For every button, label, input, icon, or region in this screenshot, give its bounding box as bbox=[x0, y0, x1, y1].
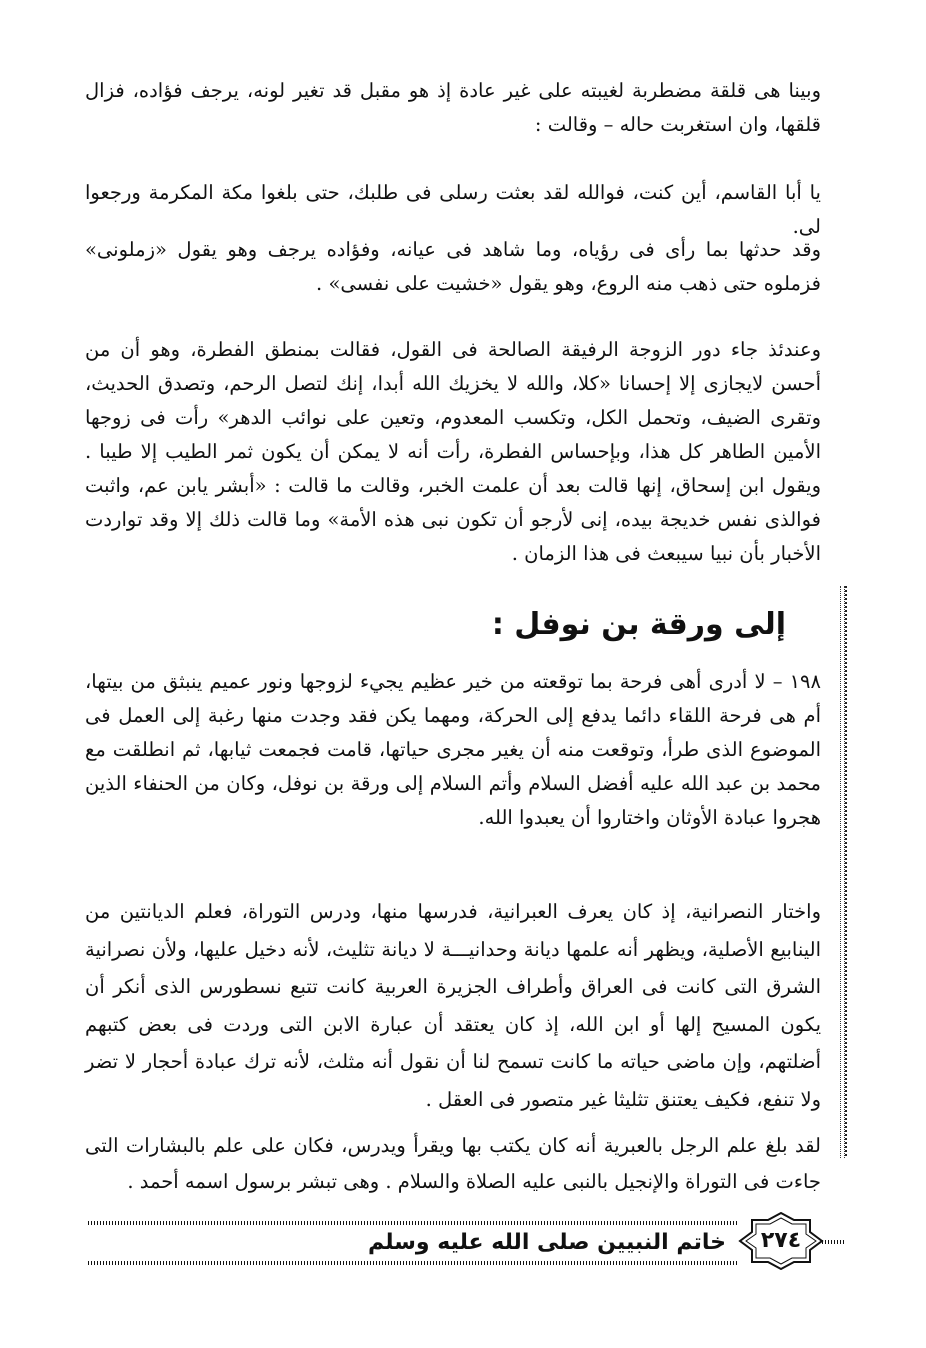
paragraph: يا أبا القاسم، أين كنت، فوالله لقد بعثت رسلى فى طلبك، حتى بلغوا مكة المكرمة ورجعوا لى. bbox=[85, 181, 821, 238]
paragraph: واختار النصرانية، إذ كان يعرف العبرانية، فدرسها منها، ودرس التوراة، فعلم الديانتين من الينابيع الأصلية، ويظهر أنه علمها ديانة وحدانيـــة لا ديانة تثليث، لأنه دخيل عليها، ولأن نصرانية الشرق التى كانت فى العراق وأطراف الجزيرة العربية كانت تتبع نسطورس الذى أنكر أن يكون المسيح إلها أو ابن الله، إذ كان يعتقد أن عبارة الابن التى وردت فى بعض كتبهم أضلتهم، وإن ماضى حياته ما كانت تسمح لنا أن نقول أنه مثلث، لأنه ترك عبادة أحجار لا تضر ولا تنفع، فكيف يعتنق تثليثا غير متصور فى العقل . bbox=[85, 900, 821, 1111]
page-number: ٢٧٤ bbox=[760, 1228, 802, 1253]
paragraph: لقد بلغ علم الرجل بالعبرية أنه كان يكتب بها ويقرأ ويدرس، فكان على علم بالبشارات التى جاءت فى التوراة والإنجيل بالنبى عليه الصلاة والسلام . وهى تبشر برسول اسمه أحمد . bbox=[85, 1134, 821, 1193]
paragraph: وبينا هى قلقة مضطربة لغيبته على غير عادة إذ هو مقبل قد تغير لونه، يرجف فؤاده، فزال قلقها، وان استغربت حاله – وقالت : bbox=[85, 79, 821, 136]
paragraph: ١٩٨ – لا أدرى أهى فرحة بما توقعته من خير عظيم يجيء لزوجها ونور عميم ينبثق من بيتها، أم هى فرحة اللقاء دائما يدفع إلى الحركة، ومهما يكن فقد وجدت منها رغبة إلى العمل فى الموضوع الذى طرأ، وتوقعت منه أن يغير مجرى حياتها، قامت فجمعت ثيابها، ثم انطلقت مع محمد بن عبد الله عليه أفضل السلام وأتم السلام إلى ورقة بن نوفل، وكان من الحنفاء الذين هجروا عبادة الأوثان واختاروا أن يعبدوا الله. bbox=[85, 670, 821, 829]
footer-rule-bottom bbox=[88, 1261, 738, 1265]
footer-rule-right bbox=[822, 1240, 844, 1244]
section-border-inner bbox=[845, 586, 847, 1158]
paragraph: وعندئذ جاء دور الزوجة الرفيقة الصالحة فى القول، فقالت بمنطق الفطرة، وهو أن من أحسن لايجازى إلا إحسانا «كلا، والله لا يخزيك الله أبدا، إنك لتصل الرحم، وتصدق الحديث، وتقرى الضيف، وتحمل الكل، وتكسب المعدوم، وتعين على نوائب الدهر» رأت فى زوجها الأمين الطاهر كل هذا، وبإحساس الفطرة، رأت أنه لا يمكن أن يكون ثمر الطيب إلا طيبا . ويقول ابن إسحاق، إنها قالت بعد أن علمت الخبر، وقالت ما قالت : «أبشر يابن عم، واثبت فوالذى نفس خديجة بيده، إنى لأرجو أن تكون نبى هذه الأمة» وما قالت ذلك إلا وقد تواردت الأخبار بأن نبيا سيبعث فى هذا الزمان . bbox=[85, 338, 821, 565]
footer-rule-top bbox=[88, 1221, 738, 1225]
paragraph: وقد حدثها بما رأى فى رؤياه، وما شاهد فى عيانه، وفؤاده يرجف وهو يقول «زملونى» فزملوه حتى ذهب منه الروع، وهو يقول «خشيت على نفسى» . bbox=[85, 238, 821, 295]
section-heading: إلى ورقة بن نوفل : bbox=[491, 607, 786, 642]
footer-book-title: خاتم النبيين صلى الله عليه وسلم bbox=[368, 1230, 726, 1255]
